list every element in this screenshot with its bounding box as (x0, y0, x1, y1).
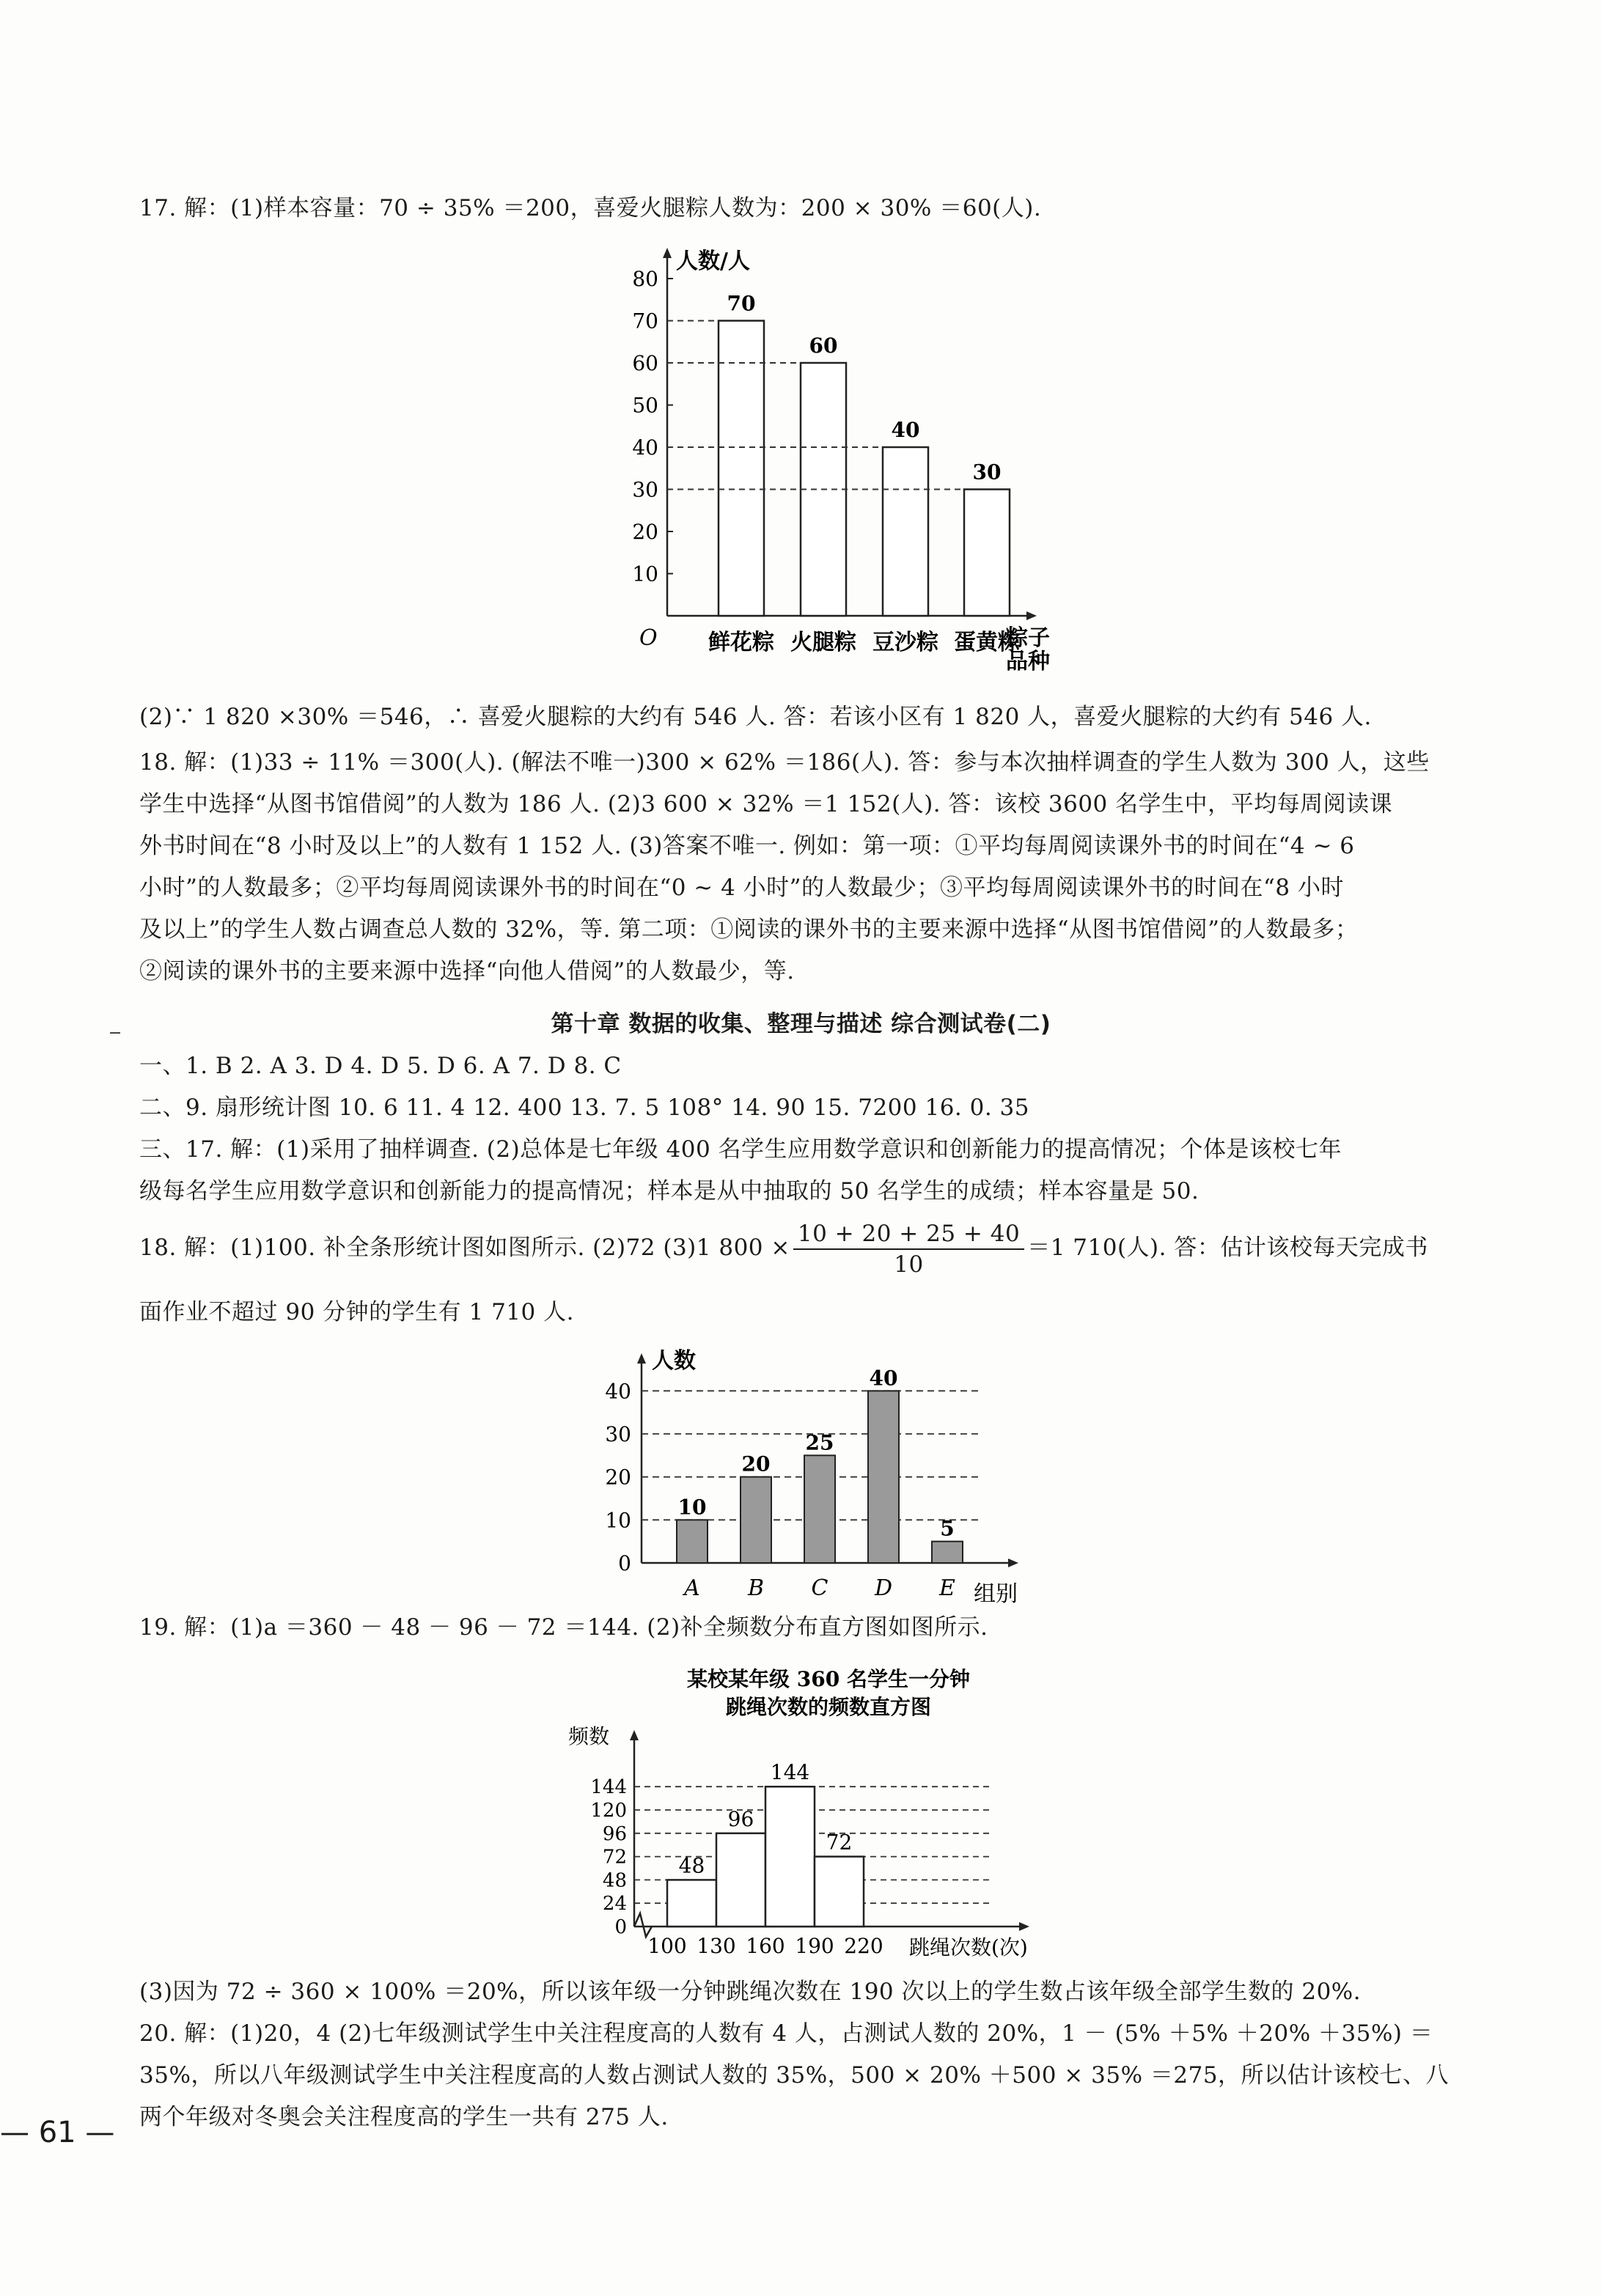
y-tick-label: 70 (632, 309, 658, 334)
q18-line4: 小时”的人数最多；②平均每周阅读课外书的时间在“0 ~ 4 小时”的人数最少；③平均每周阅读课外书的时间在“8 小时 (139, 875, 1344, 901)
x-tick-label: 130 (697, 1934, 736, 1958)
y-axis-arrow (630, 1730, 639, 1740)
q18-line1: 18. 解：(1)33 ÷ 11% ＝300(人). (解法不唯一)300 × 62% ＝186(人). 答：参与本次抽样调查的学生人数为 300 人，这些 (139, 749, 1430, 776)
q18b-prefix: 18. 解：(1)100. 补全条形统计图如图所示. (2)72 (3)1 800 × (139, 1235, 790, 1261)
x-tick-label: 220 (844, 1934, 883, 1958)
y-tick-label: 24 (602, 1893, 627, 1916)
y-tick-label: 80 (632, 267, 658, 291)
page-number: — 61 — (0, 2116, 115, 2149)
q18b-line1 (139, 1217, 1428, 1279)
category-label: 蛋黄粽 (954, 630, 1020, 655)
bar-value-label: 72 (826, 1830, 853, 1855)
histogram-subtitle: 跳绳次数的频数直方图 (725, 1695, 932, 1719)
q18-line6: ②阅读的课外书的主要来源中选择“向他人借阅”的人数最少，等. (139, 958, 795, 985)
y-tick-label: 40 (632, 435, 658, 460)
q18-line2: 学生中选择“从图书馆借阅”的人数为 186 人. (2)3 600 × 32% ＝1 152(人). 答：该校 3600 名学生中，平均每周阅读课 (139, 791, 1393, 817)
category-label: C (811, 1575, 828, 1601)
chart-zongzi-preference (601, 242, 1056, 689)
category-label: B (747, 1575, 765, 1601)
q19-line1: 19. 解：(1)a ＝360 － 48 － 96 － 72 ＝144. (2)补全频数分布直方图如图所示. (139, 1614, 988, 1641)
y-tick-label: 50 (632, 393, 658, 418)
bar (804, 1455, 835, 1563)
y-tick-label: 96 (602, 1822, 627, 1845)
y-tick-label: 144 (590, 1776, 627, 1799)
x-tick-label: 160 (746, 1934, 785, 1958)
y-axis-arrow (637, 1353, 646, 1364)
fraction-numerator: 10 + 20 + 25 + 40 (793, 1219, 1024, 1250)
y-tick-label: 30 (632, 477, 658, 502)
histogram-bar (765, 1787, 815, 1927)
category-label: D (874, 1575, 893, 1601)
x-axis-label: 跳绳次数(次) (909, 1935, 1028, 1960)
bar-value-label: 40 (891, 418, 920, 442)
y-tick-label: 0 (614, 1916, 627, 1938)
q20-line2: 35%，所以八年级测试学生中关注程度高的人数占测试人数的 35%，500 × 20% ＋500 × 35% ＝275，所以估计该校七、八 (139, 2062, 1449, 2089)
q18b-line2: 面作业不超过 90 分钟的学生有 1 710 人. (139, 1299, 574, 1325)
bar-value-label: 5 (940, 1516, 955, 1541)
bar (741, 1477, 771, 1563)
x-tick-label: 190 (795, 1934, 834, 1958)
y-tick-label: 10 (632, 562, 658, 586)
category-label: 火腿粽 (790, 630, 856, 655)
y-axis-label: 人数 (652, 1348, 696, 1374)
x-axis-label-line2: 品种 (1006, 649, 1050, 674)
q18-line5: 及以上”的学生人数占调查总人数的 32%，等. 第二项：①阅读的课外书的主要来源中选择“从图书馆借阅”的人数最多； (139, 916, 1359, 943)
x-axis-label: 组别 (974, 1581, 1018, 1607)
y-tick-label: 20 (605, 1465, 631, 1490)
y-axis-label: 频数 (568, 1724, 610, 1748)
bar (677, 1520, 708, 1563)
bar (719, 321, 764, 617)
origin-label: O (639, 625, 658, 651)
section3-line2: 级每名学生应用数学意识和创新能力的提高情况；样本是从中抽取的 50 名学生的成绩；样本容量是 50. (139, 1178, 1199, 1204)
category-label: 鲜花粽 (708, 630, 774, 655)
histogram-bar (815, 1857, 864, 1927)
bar (964, 490, 1010, 617)
histogram-bar (716, 1833, 765, 1927)
x-tick-label: 100 (647, 1934, 687, 1958)
bar-value-label: 30 (972, 460, 1002, 485)
x-axis-arrow (1026, 611, 1037, 620)
q17-part2: (2)∵ 1 820 ×30% ＝546，∴ 喜爱火腿粽的大约有 546 人. 答：若该小区有 1 820 人，喜爱火腿粽的大约有 546 人. (139, 704, 1372, 730)
fraction-denominator: 10 (894, 1251, 924, 1278)
y-tick-label: 120 (590, 1800, 627, 1822)
section1-answers: 一、1. B 2. A 3. D 4. D 5. D 6. A 7. D 8. C (139, 1053, 622, 1079)
fraction (793, 1219, 1024, 1279)
histogram-bar (667, 1880, 716, 1927)
bar-value-label: 96 (727, 1806, 754, 1831)
section2-answers: 二、9. 扇形统计图 10. 6 11. 4 12. 400 13. 7. 5 108° 14. 90 15. 7200 16. 0. 35 (139, 1094, 1029, 1121)
y-tick-label: 60 (632, 351, 658, 375)
bar (883, 447, 928, 616)
y-tick-label: 20 (632, 520, 658, 544)
histogram-title: 某校某年级 360 名学生一分钟 (687, 1667, 970, 1691)
y-tick-label: 48 (602, 1869, 627, 1892)
y-axis-label: 人数/人 (676, 249, 750, 274)
q19-part3: (3)因为 72 ÷ 360 × 100% ＝20%，所以该年级一分钟跳绳次数在 190 次以上的学生数占该年级全部学生数的 20%. (139, 1979, 1362, 2005)
category-label: E (939, 1575, 955, 1601)
x-axis-arrow (1019, 1922, 1029, 1931)
bar-value-label: 144 (770, 1760, 810, 1785)
q20-line1: 20. 解：(1)20，4 (2)七年级测试学生中关注程度高的人数有 4 人，占测试人数的 20%，1 － (5% ＋5% ＋20% ＋35%) ＝ (139, 2020, 1433, 2047)
bar-value-label: 20 (741, 1451, 771, 1476)
section3-line1: 三、17. 解：(1)采用了抽样调查. (2)总体是七年级 400 名学生应用数学意识和创新能力的提高情况；个体是该校七年 (139, 1136, 1342, 1163)
category-label: 豆沙粽 (872, 630, 938, 655)
bar-value-label: 40 (869, 1366, 898, 1391)
y-tick-label: 0 (618, 1551, 631, 1575)
chart-group-counts (587, 1342, 1041, 1613)
x-axis-arrow (1008, 1559, 1018, 1567)
x-axis-label-line1: 粽子 (1006, 625, 1050, 651)
y-axis-arrow (663, 248, 672, 258)
bar-value-label: 10 (677, 1495, 707, 1520)
chart-rope-skipping-histogram (565, 1657, 1092, 1965)
y-tick-label: 10 (605, 1508, 631, 1533)
q17-solution: 17. 解：(1)样本容量：70 ÷ 35% ＝200，喜爱火腿粽人数为：200 × 30% ＝60(人). (139, 195, 1042, 221)
q18b-suffix: ＝1 710(人). 答：估计该校每天完成书 (1027, 1235, 1428, 1261)
bar-value-label: 70 (727, 291, 756, 316)
y-tick-label: 72 (602, 1846, 627, 1869)
q18-line3: 外书时间在“8 小时及以上”的人数有 1 152 人. (3)答案不唯一. 例如：第一项：①平均每周阅读课外书的时间在“4 ~ 6 (139, 833, 1355, 859)
category-label: A (684, 1575, 700, 1601)
bar (868, 1391, 899, 1563)
y-tick-label: 40 (605, 1379, 631, 1404)
bar (932, 1542, 963, 1563)
q20-line3: 两个年级对冬奥会关注程度高的学生一共有 275 人. (139, 2104, 669, 2130)
bar-value-label: 60 (809, 334, 838, 358)
bar-value-label: 48 (678, 1853, 705, 1878)
bar-value-label: 25 (805, 1430, 834, 1455)
y-tick-label: 30 (605, 1422, 631, 1446)
chapter-title: 第十章 数据的收集、整理与描述 综合测试卷(二) (551, 1011, 1051, 1037)
